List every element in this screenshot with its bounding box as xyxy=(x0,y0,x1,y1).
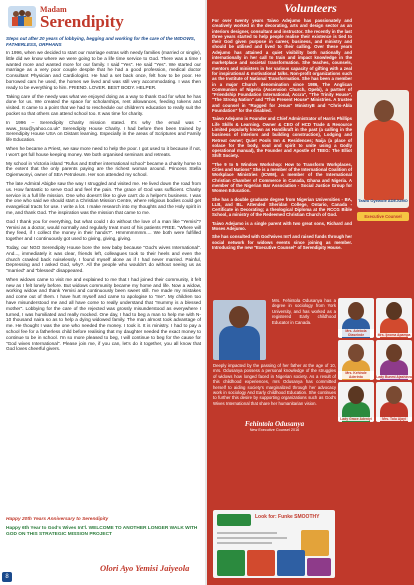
paragraph: Today, our NGO Serendipity House bore the new baby because "God's wives International". And..., immediately it was clear, friends left, colleagues took to their heels and even the church crawled back noiselessly. I found myself alone as if I had never married. Painful, Depressing and I asked God, why?. All the people who wouldn't do without seeing us as "married" and "blessed" disappeared. xyxy=(6,244,201,274)
paragraph: Deeply impacted by the passing of her father at the age of 10, mrs. Odusanya possess a personal knowledge of the struggles of widows how longed faced in Nigerian society. As a result of this childhood experiences, mrs Odusanya has committed herself to aiding society's marginalized through her advocacy work in sociology And Early childhood Education. She continues to further this desire by supporting organizations such as God's Wives International that share her humanitarian vision. xyxy=(213,363,336,406)
paragraph: When he became a Priest, we saw more need to help the poor. I got used to it because if not, I won't get full house keeping money. We both organised seminars and retreats. xyxy=(6,145,201,157)
anniversary-note: Happy 20th Years Anniversary to Serendipity xyxy=(6,517,109,522)
member-gallery xyxy=(338,298,412,422)
ad-product-thumb xyxy=(307,558,331,576)
ad-text-line xyxy=(217,537,287,539)
signature-name: Fehintola Odusanya xyxy=(244,420,305,428)
gallery-row xyxy=(338,382,412,422)
photo-face xyxy=(348,302,364,320)
paragraph: My school in Victoria island "Rufus and Esther international school" became a charity home to the extent that the only parents paying are the richest woman around. Princess Stella Ogiemwonyi, owner of SEA Petroleum. Her son attended my school. xyxy=(6,160,201,178)
bio-body xyxy=(213,363,336,408)
paragraph: Taiwo Adejumo is Founder and Chief Administrator of Harris Phillips Life Skills & Learning. Owner & CEO of HCD Trade & Resource Limited popularly known as Handikraft in the past (a calling in the business of interiors and building construction), Lodging and Retreat owner; Quiet Pools Inn & Residences; Naija (a place of solace for the body, soul and spirit to unite using a Godly operational manual), the Founder and Apostle of TEEG: The Elliot Shift Society. xyxy=(212,116,352,159)
paragraph: God I thank you for everything, but what could I do without the love of a man like "Yemisi"? Yemisi as a doctor, would normally and regularly treat most of his patients FREE. "Where will they feed, if I collect the money in their hands?". Hmmmmmmm.... We both were fulfilled together and I continuously got used to giving, giving, giving. xyxy=(6,218,201,242)
left-page xyxy=(0,0,205,585)
photo-face xyxy=(348,344,364,362)
ad-title: Look for: Funke SMOOTHY xyxy=(255,514,320,520)
ad-product-thumb xyxy=(277,550,305,576)
subtitle: Steps out after 20 years of lobbying, begging and working for the care of the WIDOWS, FATHERLESS, ORPHANS xyxy=(6,36,196,47)
page-title: Serendipity xyxy=(40,12,124,31)
gallery-item xyxy=(376,340,412,380)
article-body xyxy=(6,50,201,530)
photo-face xyxy=(386,302,402,320)
author-signature: Olori Ayo Yemisi Jaiyeola xyxy=(100,563,190,573)
photo-face xyxy=(374,100,394,122)
photo-caption: Taiwo Oyewole ADEJUMO xyxy=(358,198,408,203)
gallery-item xyxy=(338,340,374,380)
photo-face xyxy=(386,344,402,362)
gallery-caption: Mrs. Tolu Ajayi xyxy=(376,417,412,421)
ad-text-line xyxy=(217,542,272,544)
article-footer xyxy=(6,517,201,538)
bio-photo xyxy=(213,300,266,360)
gallery-item xyxy=(376,298,412,338)
ad-product-thumb xyxy=(217,550,245,576)
ad-product-thumb xyxy=(301,530,329,556)
page-number: 8 xyxy=(2,572,12,582)
gallery-caption: Mrs. Ijeoma Apampa xyxy=(377,333,411,337)
executive-badge: Executive Counsel xyxy=(357,212,409,221)
ad-text-line xyxy=(217,532,277,534)
paragraph: Taking care of the needy was what we enjoyed doing as a way to thank God for what he has done for us. We created the space for scholarships, rent allowances, feeding tokens and visited. It came to a point that we had to reschedule our children's education to really suit the pocket so that others can attend school too. It was time for charity. xyxy=(6,93,201,116)
gallery-caption: Mrs. Kehinde Aderinto xyxy=(338,371,374,379)
advertisement xyxy=(213,510,335,578)
paragraph: "The 9 to 5 Window Workshop: How to Transform Workplaces, Cities and Nations" She is a member of the International Coalition of Workplace Ministries (ICWM), a member of the International Christian Chamber of Commerce in Canada, Ghana and Nigeria. A member of the Nigerian Bar Association - Social Justice Group for Women Education. xyxy=(212,161,352,194)
title-small: Madam xyxy=(40,5,67,14)
left-banner xyxy=(0,0,205,52)
paragraph: The late Admiral Abigbe saw the way I struggled and visited me. He lived down the road from us. How fantastic to serve God and feel the pain. The grace of God was sufficient. Charity service is a full life mission. One who doesn't like to give can't do a helper's business. I was the one who said we should start a Christian Mission Centre, where religious bodies could get evangelical tracts for use. I write a lot. I make research into my thoughts and the Holy spirit in me, and thank God. The inspiration was the mission that came to me. xyxy=(6,180,201,215)
gallery-row xyxy=(338,298,412,338)
photo-figure xyxy=(364,120,404,200)
photo-face xyxy=(348,386,364,404)
paragraph: Mrs. Fehintola Odusanya has a degree in sociology from York University, and has worked as a registered Early childhood Educator in Canada. xyxy=(272,298,336,325)
gallery-item xyxy=(338,298,374,338)
paragraph: Taiwo Adejumo is a single parent with two great sons, Richard and Moses Adejumo. xyxy=(212,220,352,231)
volunteer-profile xyxy=(212,18,352,253)
signature-role: New Executive Counsel 2016 xyxy=(249,428,300,432)
photo-face xyxy=(229,306,249,328)
section-title: Volunteers xyxy=(284,1,337,15)
gallery-item xyxy=(338,382,374,422)
group-photo-icon xyxy=(8,6,36,28)
paragraph: She has a double graduate degree from Nigerian Universities - BA, LLB, and BL. Attended Sheridan College, Ontario, Canada - Certificate in Decorating; a theological Diploma at the RCCG Bible School, a ministry of the Redeemed Christian Church of God. xyxy=(212,196,352,218)
photo-face xyxy=(386,386,402,404)
bio-signature xyxy=(213,420,336,432)
welcome-note: Happy 6th Year to God's Wives Int'l. WELCOME TO ANOTHER LONGER WALK WITH GOD ON THIS STRATEGIC MISSION PROJECT xyxy=(6,526,198,537)
banner-photo xyxy=(8,6,36,28)
right-page xyxy=(207,0,414,585)
gallery-caption: Lady Grace Adeniyi xyxy=(338,417,374,421)
gallery-row xyxy=(338,340,412,380)
bio-intro xyxy=(272,298,336,328)
gallery-item xyxy=(376,382,412,422)
paragraph: For over twenty years Taiwo Adejumo has passionately and creatively worked in the decorating, arts and design sector as an interiors designer, consultant and instructor. She recently in the last three years started to help people realise their existence is tied to their God given purpose in career, business, and ministry and should be utilised and lived to their calling. Over these years Adejumo has attained a quiet visibility both nationally and internationally in her call to train and impact knowledge in the marketplace and societal transformation. She teaches, counsels, mentors and ministers in her various capacity of gifting with a zeal for inspirational & motivational talks. Non-profit organizations such as the Institute of National Transformation. She has been a member in a major Church denomination since 1986, The Anglican Communion of Nigeria (Ascension Church, Opebi), a partner of "Friendship Foundation International, Accra", "The Trinity House", "The Strong Nation" and "This Present House" Ministries. A trustee and counsel in "Rugged for Jesus" MinistryB and "Chris-Abla Foundation" for the disabled. xyxy=(212,18,352,114)
paragraph: When widows came to visit me and explained to me that I had joined their community, it felt new as I felt lonely before. But widows community became my home and life. Now a widow, working widow and thank Yemisi and continuously been sweet still. I've made my mistakes and come out of them. I have hurt myself and came to apologise to "me". My children too have misunderstood me and all have come to really understand that "mummy is a blessed mother". Lobbying for the care of the rejected was grossly misunderstood as everywhere I turned, I was humiliated and really mocked. One day, I had to beg a man to help me with N- 10 thousand naira so as to help a dying widowed family. The man almost took advantage of me. He thought I was the one who needed the money. I took it. It is ministry. I had to pay a school fee for a fatherless child before realising that my daughter needed the exact money to continue to be in school. I'm so more pleased to beg, I will continue to beg for the cause for "God wives International". Please join me, if you can, let's do it together, you all know that God loves cheerful givers. xyxy=(6,276,201,352)
paragraph: She has consulted with God'wives Int'l and raised funds through her social network for widows events since joining as member. Introducing the new "Executive Counsel" of Serendipity House. xyxy=(212,234,352,250)
profile-photo xyxy=(357,90,409,208)
photo-figure xyxy=(219,326,260,360)
ad-product-thumb xyxy=(247,550,275,576)
paragraph: In 1996 – Serendipity Charity mission stated. It's why the email was " www._tssu@yahoo.co.uk" Serendipity House Charity. I had before then been trained by Serendipity House USA on Distant learning. Especially in the areas of Scriptures and Family life Education. xyxy=(6,119,201,143)
gallery-caption: Lady Bunmi Ajashinra xyxy=(376,375,412,379)
ad-logo xyxy=(217,514,251,526)
gallery-caption: Mrs. Adebola Olaseinde xyxy=(338,329,374,337)
paragraph: In 1996, when we decided to start our marriage extras with needy families (married or single), little did we know where we were going to be a life time service to God. There was a time I wanted more and wanted more for our family. I said "Yes". He said "Yes". We started our marriage as a very poor couple despite that he had a good profession, medical doctor Consultant Physician and Cardiologist. He had a set back once, felt how to be poor. He borrowed cars he used, the homes we lived and was still very accommodating. I was then ready to be everything to him. FRIEND. LOVER. BEST BODY. HELPER. xyxy=(6,50,201,90)
